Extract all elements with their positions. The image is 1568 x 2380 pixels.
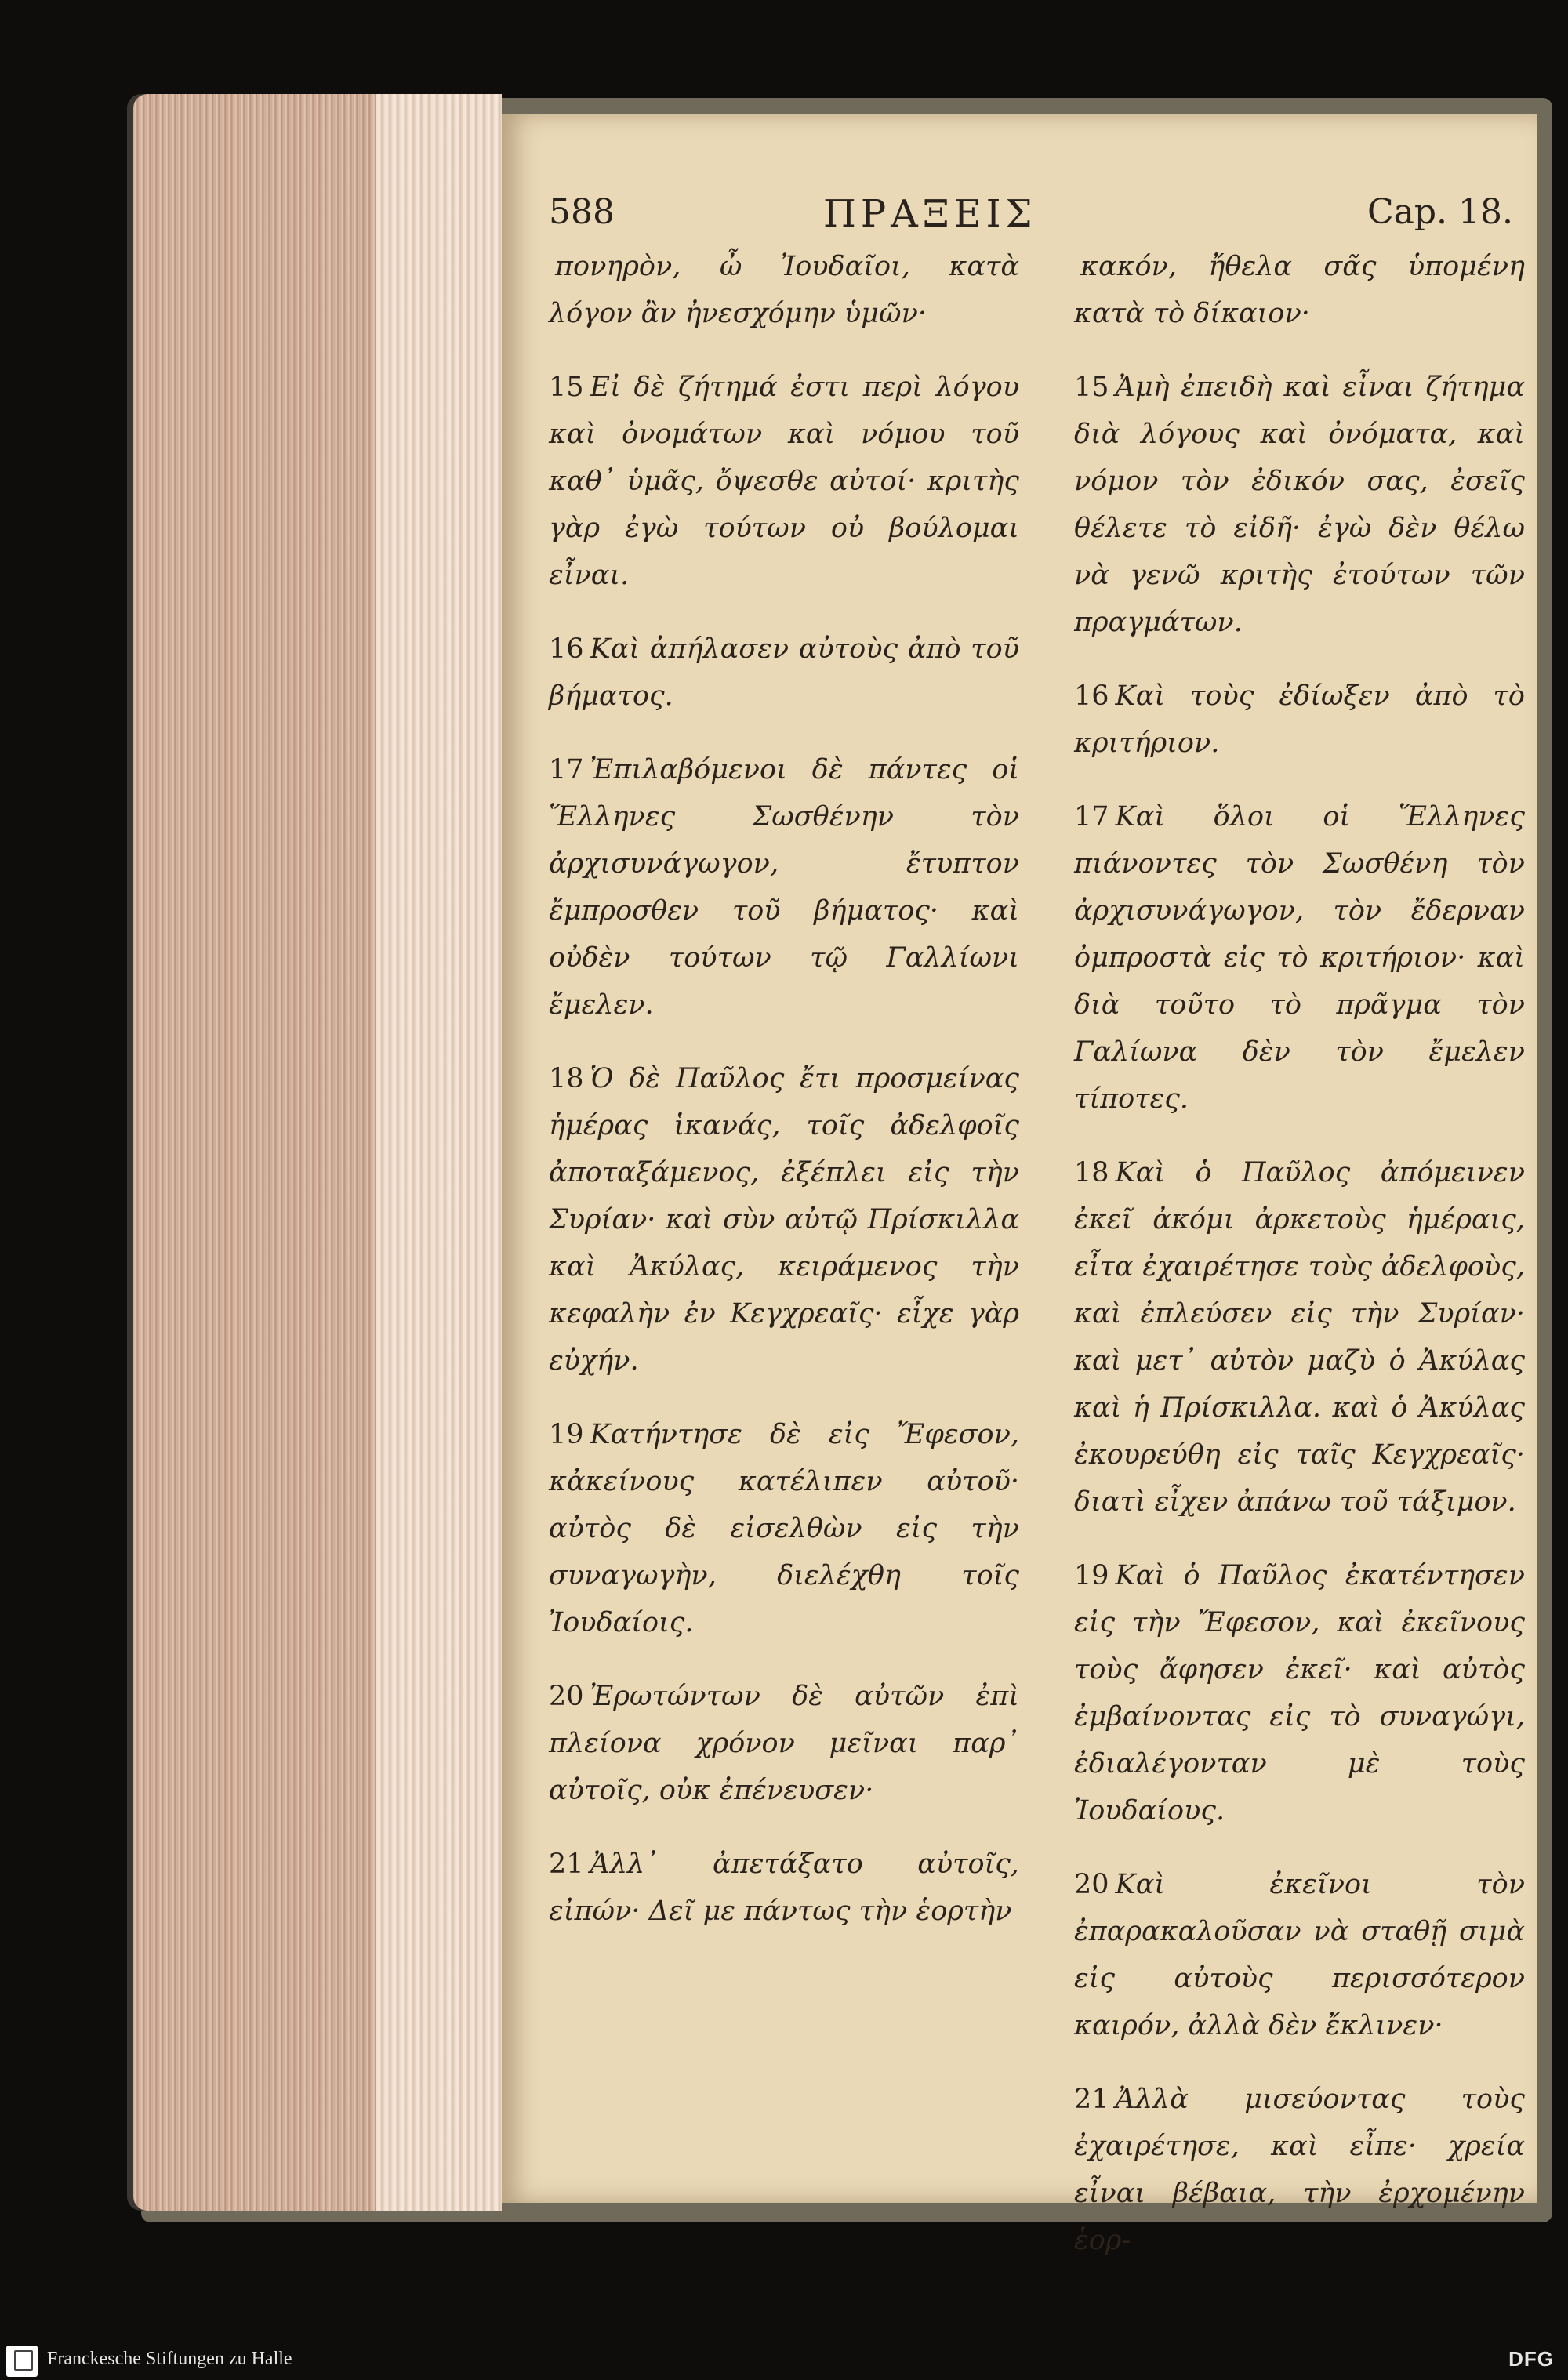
verse-number: 18 bbox=[549, 1063, 584, 1094]
institution-logo-icon bbox=[6, 2346, 38, 2377]
verse-text: Καὶ ἐκεῖνοι τὸν ἐπαρακαλοῦσαν νὰ σταθῇ σιμὰ εἰς αὐτοὺς περισσότερον καιρόν, ἀλλὰ δὲν ἔκλινεν· bbox=[1074, 1869, 1525, 2041]
verse-text: Καὶ ὅλοι οἱ Ἕλληνες πιάνοντες τὸν Σωσθένη τὸν ἀρχισυνάγωγον, τὸν ἔδερναν ὀμπροστὰ εἰς τὸ κριτήριον· καὶ διὰ τοῦτο τὸ πρᾶγμα τὸν Γαλίωνα δὲν τὸν ἔμελεν τίποτες. bbox=[1074, 801, 1525, 1115]
verse-number: 21 bbox=[549, 1848, 584, 1880]
dfg-logo: DFG bbox=[1508, 2347, 1554, 2371]
verse-number: 21 bbox=[1074, 2084, 1109, 2115]
footer-bar bbox=[0, 2342, 1568, 2380]
verse-text: Καὶ τοὺς ἐδίωξεν ἀπὸ τὸ κριτήριον. bbox=[1074, 680, 1525, 759]
book-page bbox=[502, 114, 1537, 2256]
running-title: ΠΡΑΞΕΙΣ bbox=[823, 192, 1037, 236]
verse-number: 20 bbox=[549, 1681, 584, 1712]
verse bbox=[1074, 364, 1525, 646]
verse-number: 15 bbox=[549, 372, 584, 403]
institution-name: Franckesche Stiftungen zu Halle bbox=[47, 2349, 292, 2369]
verse bbox=[1074, 1552, 1525, 1834]
page-number: 588 bbox=[549, 192, 615, 232]
verse-text: πονηρὸν, ὦ Ἰουδαῖοι, κατὰ λόγον ἂν ἠνεσχόμην ὑμῶν· bbox=[549, 251, 1019, 329]
verse-text: Ἀλλ᾽ ἀπετάξατο αὐτοῖς, εἰπών· Δεῖ με πάντως τὴν ἑορτὴν bbox=[549, 1848, 1019, 1927]
verse bbox=[549, 1673, 1019, 1814]
verse-text: Ἀμὴ ἐπειδὴ καὶ εἶναι ζήτημα διὰ λόγους καὶ ὀνόματα, καὶ νόμον τὸν ἐδικόν σας, ἐσεῖς θέλετε τὸ εἰδῆ· ἐγὼ δὲν θέλω νὰ γενῶ κριτὴς ἐτούτων τῶν πραγμάτων. bbox=[1074, 372, 1525, 638]
verse bbox=[1074, 793, 1525, 1123]
verse-number: 15 bbox=[1074, 372, 1109, 403]
verse-text: Κατήντησε δὲ εἰς Ἔφεσον, κἀκείνους κατέλιπεν αὐτοῦ· αὐτὸς δὲ εἰσελθὼν εἰς τὴν συναγωγὴν, διελέχθη τοῖς Ἰουδαίοις. bbox=[549, 1419, 1019, 1638]
verse bbox=[1074, 673, 1525, 767]
verse-text: Ἐπιλαβόμενοι δὲ πάντες οἱ Ἕλληνες Σωσθένην τὸν ἀρχισυνάγωγον, ἔτυπτον ἔμπροσθεν τοῦ βήματος· καὶ οὐδὲν τούτων τῷ Γαλλίωνι ἔμελεν. bbox=[549, 754, 1019, 1021]
verse-text: Εἰ δὲ ζήτημά ἐστι περὶ λόγου καὶ ὀνομάτων καὶ νόμου τοῦ καθ᾽ ὑμᾶς, ὄψεσθε αὐτοί· κριτὴς γὰρ ἐγὼ τούτων οὐ βούλομαι εἶναι. bbox=[549, 372, 1019, 591]
page-edges bbox=[133, 94, 502, 2211]
verse-number: 18 bbox=[1074, 1157, 1109, 1188]
modern-greek-column bbox=[1074, 243, 1525, 2291]
verse-number: 17 bbox=[1074, 801, 1109, 833]
verse bbox=[549, 1411, 1019, 1646]
verse-text: κακόν, ἤθελα σᾶς ὑπομένη κατὰ τὸ δίκαιον· bbox=[1074, 251, 1525, 329]
page-edges-bands bbox=[376, 94, 502, 2211]
verse-number: 20 bbox=[1074, 1869, 1109, 1900]
chapter-reference: Cap. 18. bbox=[1367, 192, 1513, 232]
verse bbox=[1074, 243, 1525, 337]
verse-text: Καὶ ἀπήλασεν αὐτοὺς ἀπὸ τοῦ βήματος. bbox=[549, 633, 1019, 712]
verse-number: 16 bbox=[1074, 680, 1109, 712]
verse-text: Ὁ δὲ Παῦλος ἔτι προσμείνας ἡμέρας ἱκανάς, τοῖς ἀδελφοῖς ἀποταξάμενος, ἐξέπλει εἰς τὴν Συρίαν· καὶ σὺν αὐτῷ Πρίσκιλλα καὶ Ἀκύλας, κειράμενος τὴν κεφαλὴν ἐν Κεγχρεαῖς· εἶχε γὰρ εὐχήν. bbox=[549, 1063, 1019, 1377]
verse-text: Ἐρωτώντων δὲ αὐτῶν ἐπὶ πλείονα χρόνον μεῖναι παρ᾽ αὐτοῖς, οὐκ ἐπένευσεν· bbox=[549, 1681, 1019, 1806]
verse bbox=[549, 1841, 1019, 1935]
verse-text: Καὶ ὁ Παῦλος ἀπόμεινεν ἐκεῖ ἀκόμι ἀρκετοὺς ἡμέραις, εἶτα ἐχαιρέτησε τοὺς ἀδελφοὺς, καὶ ἐπλεύσεν εἰς τὴν Συρίαν· καὶ μετ᾽ αὐτὸν μαζὺ ὁ Ἀκύλας καὶ ἡ Πρίσκιλλα. καὶ ὁ Ἀκύλας ἐκουρεύθη εἰς ταῖς Κεγχρεαῖς· διατὶ εἶχεν ἀπάνω τοῦ τάξιμον. bbox=[1074, 1157, 1525, 1518]
verse bbox=[1074, 1149, 1525, 1526]
verse-text: Ἀλλὰ μισεύοντας τοὺς ἐχαιρέτησε, καὶ εἶπε· χρεία εἶναι βέβαια, τὴν ἐρχομένην ἑορ- bbox=[1074, 2084, 1525, 2256]
greek-column bbox=[549, 243, 1019, 1961]
verse-number: 17 bbox=[549, 754, 584, 785]
verse bbox=[1074, 1861, 1525, 2049]
verse-number: 19 bbox=[1074, 1560, 1109, 1591]
verse-text: Καὶ ὁ Παῦλος ἐκατέντησεν εἰς τὴν Ἔφεσον, καὶ ἐκεῖνους τοὺς ἄφησεν ἐκεῖ· καὶ αὐτὸς ἐμβαίνοντας εἰς τὸ συναγώγι, ἐδιαλέγονταν μὲ τοὺς Ἰουδαίους. bbox=[1074, 1560, 1525, 1827]
verse-number: 16 bbox=[549, 633, 584, 665]
verse bbox=[549, 243, 1019, 337]
verse bbox=[1074, 2076, 1525, 2264]
verse bbox=[549, 364, 1019, 599]
verse bbox=[549, 1055, 1019, 1384]
verse-number: 19 bbox=[549, 1419, 584, 1450]
verse bbox=[549, 746, 1019, 1029]
verse bbox=[549, 626, 1019, 720]
